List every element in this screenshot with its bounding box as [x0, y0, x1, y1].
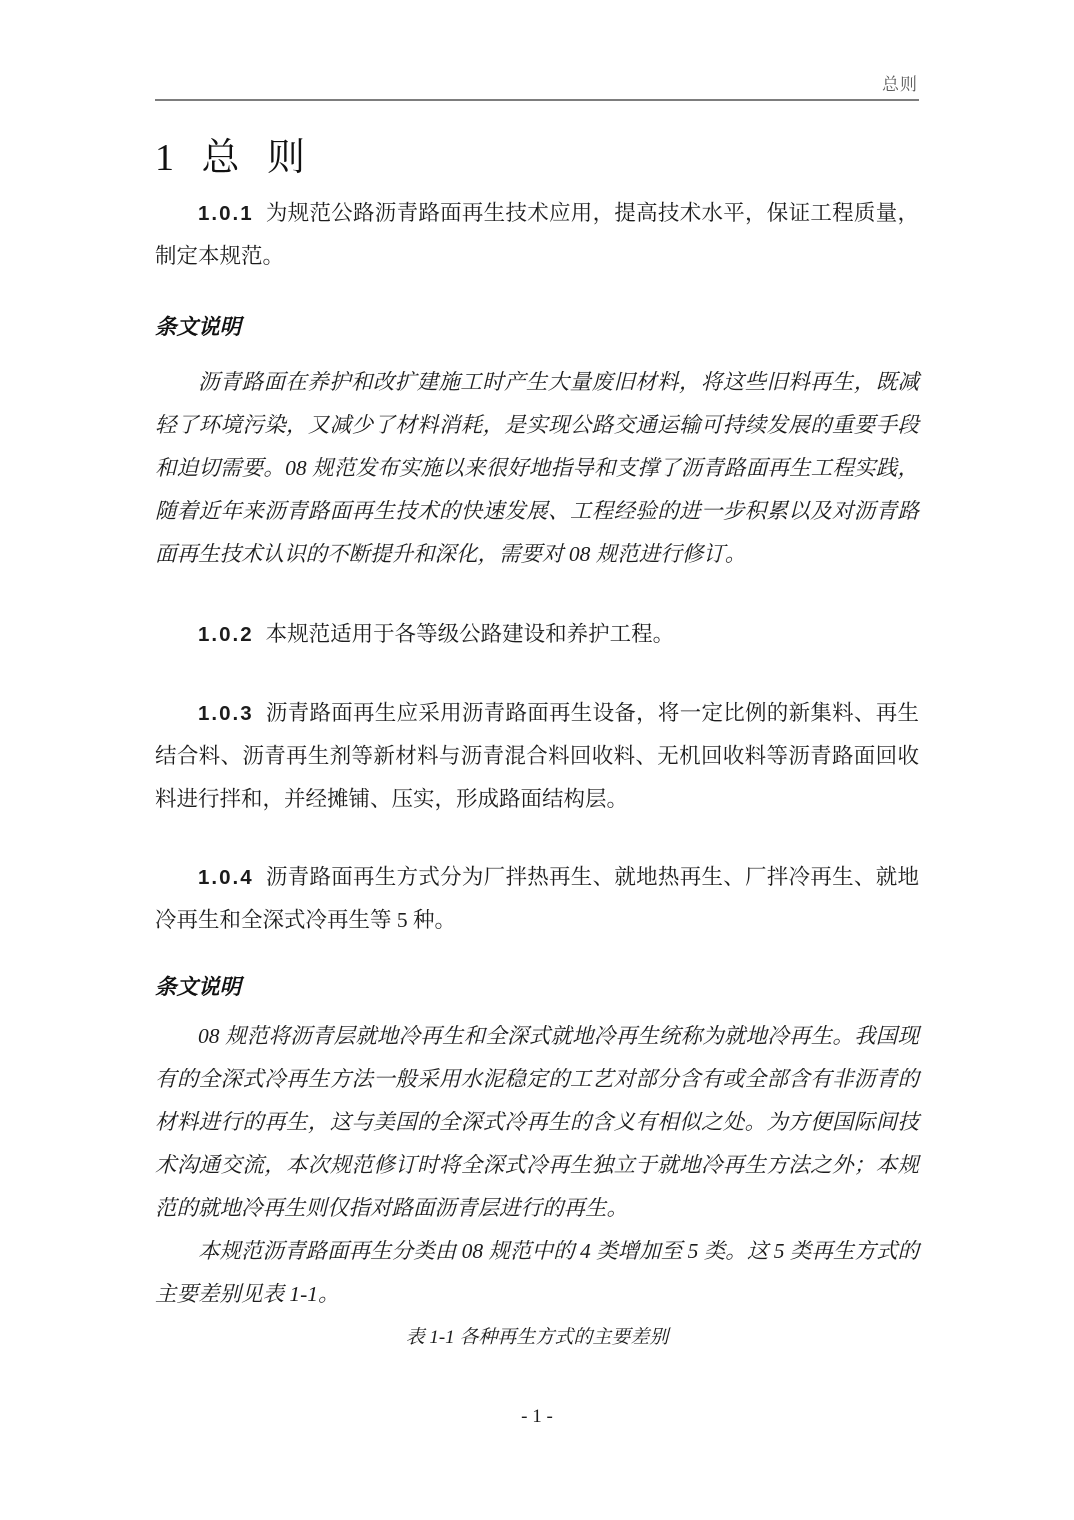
- clause-1-0-1: [155, 192, 919, 278]
- running-header-title: 总则: [882, 75, 918, 94]
- clause-1-0-1-text: 为规范公路沥青路面再生技术应用，提高技术水平，保证工程质量，制定本规范。: [155, 201, 919, 268]
- clause-1-0-4: [155, 856, 919, 942]
- clause-1-0-3-number: 1.0.3: [198, 702, 254, 725]
- clause-1-0-4-number: 1.0.4: [198, 866, 254, 889]
- commentary-1-paragraph: 沥青路面在养护和改扩建施工时产生大量废旧材料，将这些旧料再生，既减轻了环境污染，又减少了材料消耗，是实现公路交通运输可持续发展的重要手段和迫切需要。08 规范发布实施以来很好地指导和支撑了沥青路面再生工程实践，随着近年来沥青路面再生技术的快速发展、工程经验的进一步积累以及对沥青路面再生技术认识的不断提升和深化，需要对 08 规范进行修订。: [155, 370, 919, 566]
- commentary-heading-1: 条文说明: [155, 315, 242, 339]
- clause-1-0-2-text: 本规范适用于各等级公路建设和养护工程。: [265, 622, 675, 646]
- clause-1-0-2: [155, 613, 919, 656]
- table-caption: 表 1-1 各种再生方式的主要差别: [405, 1327, 669, 1348]
- clause-1-0-3-text: 沥青路面再生应采用沥青路面再生设备，将一定比例的新集料、再生结合料、沥青再生剂等新材料与沥青混合料回收料、无机回收料等沥青路面回收料进行拌和，并经摊铺、压实，形成路面结构层。: [155, 701, 919, 811]
- commentary-2-paragraph-1: 08 规范将沥青层就地冷再生和全深式就地冷再生统称为就地冷再生。我国现有的全深式冷再生方法一般采用水泥稳定的工艺对部分含有或全部含有非沥青的材料进行的再生，这与美国的全深式冷再生的含义有相似之处。为方便国际间技术沟通交流，本次规范修订时将全深式冷再生独立于就地冷再生方法之外；本规范的就地冷再生则仅指对路面沥青层进行的再生。: [155, 1024, 919, 1220]
- clause-1-0-1-number: 1.0.1: [198, 202, 254, 225]
- commentary-2-paragraph-2: 本规范沥青路面再生分类由 08 规范中的 4 类增加至 5 类。这 5 类再生方式的主要差别见表 1-1。: [155, 1239, 919, 1306]
- page-number: - 1 -: [521, 1406, 553, 1427]
- clause-1-0-3: [155, 692, 919, 821]
- clause-1-0-4-text: 沥青路面再生方式分为厂拌热再生、就地热再生、厂拌冷再生、就地冷再生和全深式冷再生等 5 种。: [155, 865, 919, 932]
- page-content: [155, 0, 919, 1358]
- clause-1-0-2-number: 1.0.2: [198, 623, 254, 646]
- chapter-title: 1 总 则: [155, 137, 306, 179]
- commentary-heading-2: 条文说明: [155, 975, 242, 999]
